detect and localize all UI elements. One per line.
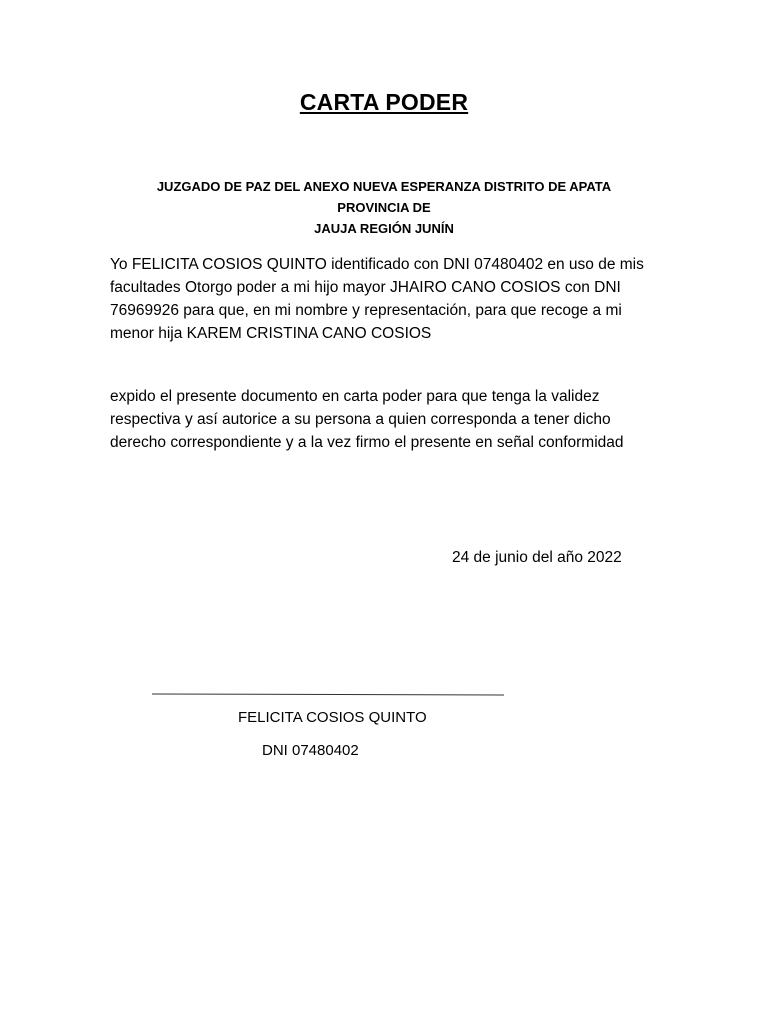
- document-date: 24 de junio del año 2022: [452, 549, 622, 566]
- court-heading-line-2: JAUJA REGIÓN JUNÍN: [314, 221, 454, 236]
- signatory-dni: DNI 07480402: [262, 742, 359, 759]
- court-heading: [120, 176, 648, 239]
- court-heading-line-1: JUZGADO DE PAZ DEL ANEXO NUEVA ESPERANZA DISTRITO DE APATA PROVINCIA DE: [156, 179, 612, 215]
- signatory-name: FELICITA COSIOS QUINTO: [238, 709, 427, 726]
- conformity-paragraph: expido el presente documento en carta poder para que tenga la validez respectiva y así autorice a su persona a quien corresponda a tener dicho derecho correspondiente y a la vez firmo el presente en señal conformidad: [110, 388, 624, 451]
- document-title: CARTA PODER: [299, 89, 469, 115]
- declaration-paragraph: Yo FELICITA COSIOS QUINTO identificado con DNI 07480402 en uso de mis facultades Otorgo poder a mi hijo mayor JHAIRO CANO COSIOS con DNI 76969926 para que, en mi nombre y representación, para que recoge a mi menor hija KAREM CRISTINA CANO COSIOS: [110, 256, 644, 342]
- signature-line: [152, 694, 504, 696]
